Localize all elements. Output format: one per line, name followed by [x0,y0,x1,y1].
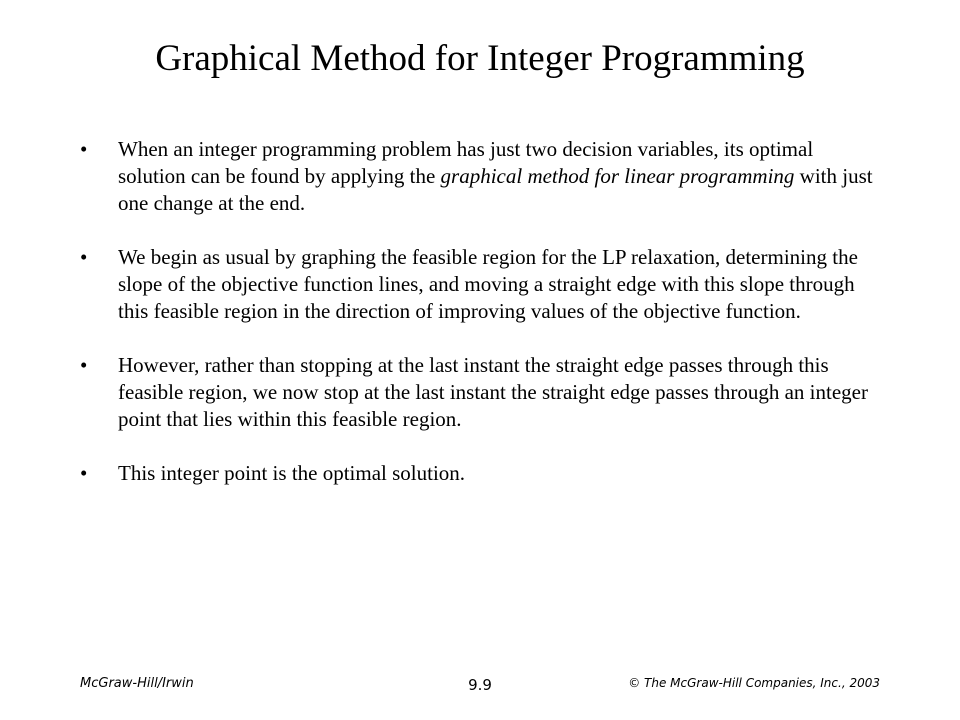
copyright-notice: © The McGraw-Hill Companies, Inc., 2003 [628,676,880,690]
emphasis-text: graphical method for linear programming [440,164,795,188]
bullet-text: We begin as usual by graphing the feasible region for the LP relaxation, determining the slope of the objective function lines, and moving a straight edge with this slope through this feasible region in the direction of improving values of the objective function. [118,245,858,323]
bullet-item [80,244,880,325]
bullet-list [80,136,880,514]
bullet-text: When an integer programming problem has just two decision variables, its optimal solution can be found by applying the graphical method for linear programming with just one change at the end. [118,137,873,215]
bullet-icon: • [80,137,88,161]
bullet-item [80,460,880,487]
bullet-text: However, rather than stopping at the last instant the straight edge passes through this feasible region, we now stop at the last instant the straight edge passes through an integer point that lies within this feasible region. [118,353,868,431]
bullet-icon: • [80,461,88,485]
page-number: 9.9 [468,676,492,694]
bullet-icon: • [80,353,88,377]
bullet-icon: • [80,245,88,269]
bullet-item [80,136,880,217]
publisher-label: McGraw-Hill/Irwin [80,676,194,691]
bullet-text: This integer point is the optimal solution. [118,461,466,485]
slide-title: Graphical Method for Integer Programming [155,38,805,79]
bullet-item [80,352,880,433]
